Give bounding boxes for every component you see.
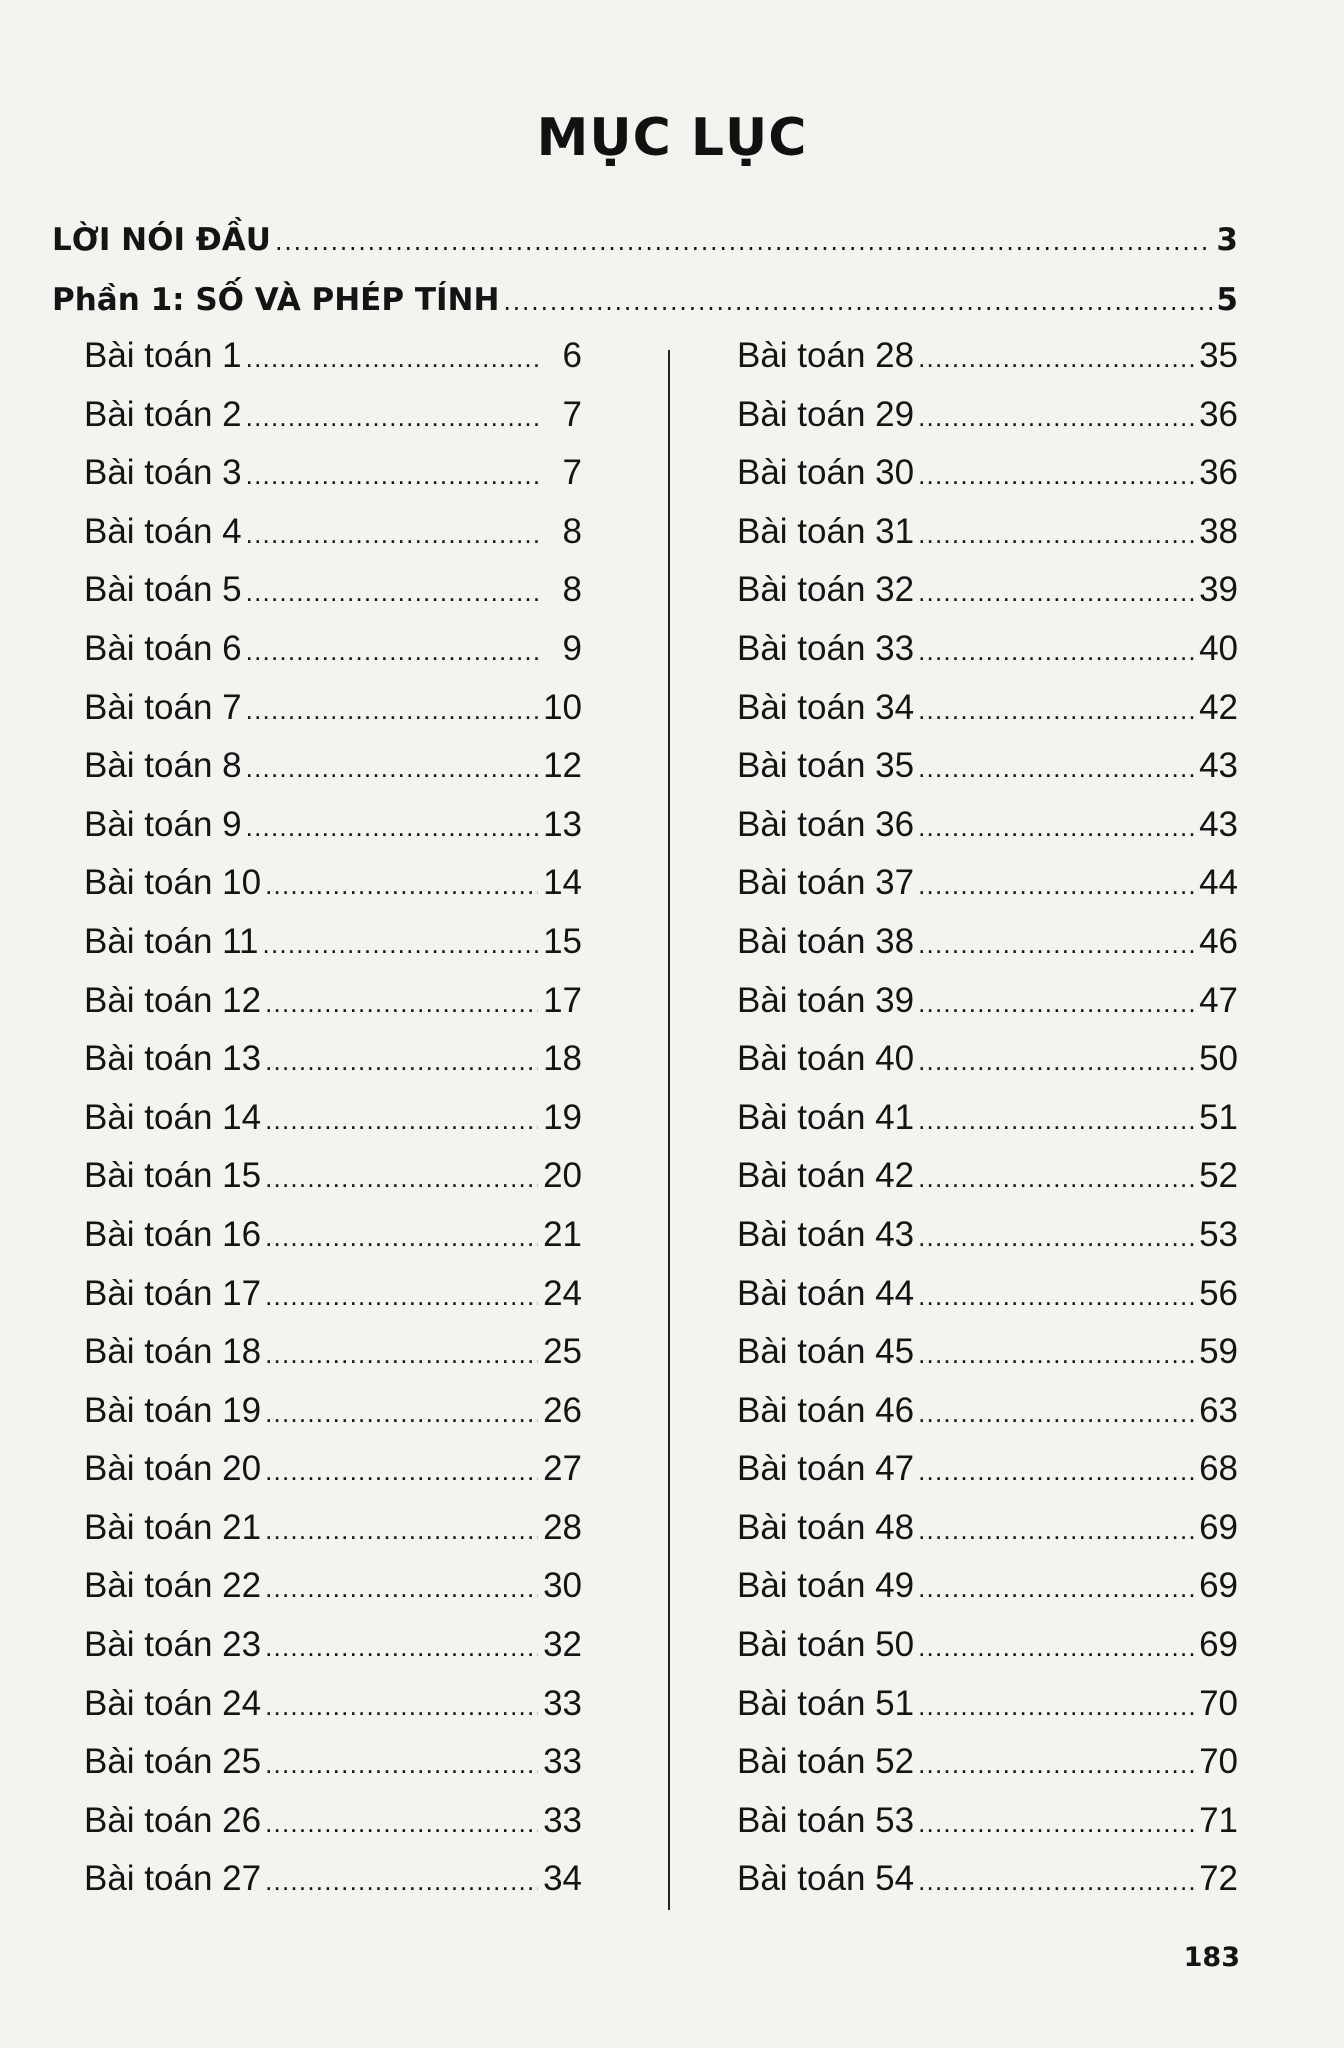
dot-leader: [918, 460, 1194, 491]
toc-entry: [52, 222, 1238, 282]
toc-entry-page: 21: [543, 1214, 582, 1254]
toc-entry-page: 12: [543, 746, 582, 786]
toc-entry-label: Bài toán 5: [84, 570, 242, 610]
toc-entry-page: 68: [1199, 1449, 1238, 1489]
toc-entry-label: Phần 1: SỐ VÀ PHÉP TÍNH: [52, 282, 500, 318]
toc-entry-label: Bài toán 2: [84, 394, 242, 434]
toc-entry: [737, 453, 1238, 512]
toc-entry-page: 14: [543, 863, 582, 903]
toc-entry: [737, 805, 1238, 864]
toc-entry-page: 69: [1199, 1566, 1238, 1606]
toc-entry-label: Bài toán 52: [737, 1742, 915, 1782]
dot-leader: [265, 1456, 538, 1487]
toc-entry-page: 9: [562, 628, 582, 668]
page-number: 183: [1183, 1942, 1240, 1973]
toc-entry-label: Bài toán 48: [737, 1507, 915, 1547]
toc-entry-page: 52: [1199, 1156, 1238, 1196]
toc-entry-label: Bài toán 35: [737, 746, 915, 786]
dot-leader: [918, 1691, 1194, 1722]
toc-entry: [84, 453, 582, 512]
dot-leader: [918, 870, 1194, 901]
toc-entry-page: 72: [1199, 1859, 1238, 1899]
toc-entry: [84, 1391, 582, 1450]
toc-entry-page: 53: [1199, 1214, 1238, 1254]
dot-leader: [918, 1456, 1194, 1487]
toc-entry-label: Bài toán 19: [84, 1390, 262, 1430]
toc-entry-page: 33: [543, 1800, 582, 1840]
toc-left-column: [84, 336, 582, 1918]
toc-entry-page: 59: [1199, 1332, 1238, 1372]
toc-entry-label: Bài toán 6: [84, 628, 242, 668]
toc-entry-label: Bài toán 25: [84, 1742, 262, 1782]
dot-leader: [918, 1281, 1194, 1312]
toc-entry: [84, 805, 582, 864]
toc-entry-page: 36: [1199, 394, 1238, 434]
toc-entry-label: Bài toán 10: [84, 863, 262, 903]
toc-entry: [84, 570, 582, 629]
toc-entry-label: Bài toán 8: [84, 746, 242, 786]
toc-entry: [737, 922, 1238, 981]
toc-entry: [737, 512, 1238, 571]
toc-entry-label: Bài toán 43: [737, 1214, 915, 1254]
toc-entry-page: 8: [562, 511, 582, 551]
dot-leader: [275, 228, 1212, 256]
toc-entry-page: 63: [1199, 1390, 1238, 1430]
toc-entry: [52, 282, 1238, 342]
toc-entry-page: 56: [1199, 1273, 1238, 1313]
dot-leader: [918, 988, 1194, 1019]
toc-entry: [84, 512, 582, 571]
toc-entry-label: Bài toán 40: [737, 1039, 915, 1079]
toc-entry-page: 43: [1199, 746, 1238, 786]
toc-entry: [84, 1566, 582, 1625]
toc-entry-page: 44: [1199, 863, 1238, 903]
toc-entry: [737, 1391, 1238, 1450]
dot-leader: [918, 1632, 1194, 1663]
dot-leader: [265, 1398, 538, 1429]
toc-entry: [737, 1625, 1238, 1684]
dot-leader: [918, 1105, 1194, 1136]
toc-entry-label: Bài toán 12: [84, 980, 262, 1020]
toc-entry-label: Bài toán 17: [84, 1273, 262, 1313]
toc-entry-page: 5: [1216, 282, 1238, 318]
toc-entry: [84, 746, 582, 805]
toc-entry-label: Bài toán 1: [84, 336, 242, 375]
toc-entry: [84, 395, 582, 454]
toc-entry: [84, 1098, 582, 1157]
dot-leader: [265, 1046, 538, 1077]
toc-entry: [737, 1742, 1238, 1801]
toc-entry: [737, 688, 1238, 747]
toc-entry-label: Bài toán 7: [84, 687, 242, 727]
toc-entry-page: 33: [543, 1683, 582, 1723]
dot-leader: [918, 1808, 1194, 1839]
dot-leader: [265, 1105, 538, 1136]
toc-entry: [84, 981, 582, 1040]
dot-leader: [918, 1163, 1194, 1194]
toc-entry-label: Bài toán 18: [84, 1332, 262, 1372]
dot-leader: [918, 1515, 1194, 1546]
dot-leader: [918, 577, 1194, 608]
toc-entry: [84, 629, 582, 688]
toc-entry: [737, 1508, 1238, 1567]
dot-leader: [918, 1749, 1194, 1780]
dot-leader: [265, 1222, 538, 1253]
toc-entry-label: Bài toán 9: [84, 804, 242, 844]
dot-leader: [918, 929, 1194, 960]
toc-entry-page: 71: [1199, 1800, 1238, 1840]
toc-entry-label: Bài toán 27: [84, 1859, 262, 1899]
toc-entry-label: Bài toán 50: [737, 1625, 915, 1665]
toc-entry: [84, 1625, 582, 1684]
toc-entry-page: 19: [543, 1097, 582, 1137]
toc-entry: [84, 1742, 582, 1801]
toc-entry-page: 24: [543, 1273, 582, 1313]
toc-entry-label: Bài toán 20: [84, 1449, 262, 1489]
toc-entry: [737, 395, 1238, 454]
toc-entry-page: 69: [1199, 1625, 1238, 1665]
toc-entry: [737, 570, 1238, 629]
toc-entry: [84, 1332, 582, 1391]
toc-entry-page: 17: [543, 980, 582, 1020]
toc-entry-label: Bài toán 14: [84, 1097, 262, 1137]
toc-entry-label: Bài toán 22: [84, 1566, 262, 1606]
toc-entry-page: 33: [543, 1742, 582, 1782]
dot-leader: [265, 1163, 538, 1194]
dot-leader: [246, 460, 538, 491]
dot-leader: [246, 577, 538, 608]
toc-entry-label: Bài toán 24: [84, 1683, 262, 1723]
toc-entry: [84, 336, 582, 395]
dot-leader: [265, 1573, 538, 1604]
dot-leader: [918, 1573, 1194, 1604]
toc-entry: [737, 1039, 1238, 1098]
toc-entry-page: 25: [543, 1332, 582, 1372]
dot-leader: [246, 519, 538, 550]
dot-leader: [263, 929, 539, 960]
toc-entry-label: Bài toán 37: [737, 863, 915, 903]
toc-entry-label: Bài toán 36: [737, 804, 915, 844]
toc-entry-page: 34: [543, 1859, 582, 1899]
toc-entry: [84, 922, 582, 981]
toc-entry: [737, 1566, 1238, 1625]
toc-entry-page: 42: [1199, 687, 1238, 727]
dot-leader: [265, 1632, 538, 1663]
dot-leader: [246, 402, 538, 433]
toc-entry-page: 40: [1199, 628, 1238, 668]
toc-entry-label: Bài toán 15: [84, 1156, 262, 1196]
toc-entry: [737, 1215, 1238, 1274]
toc-entry-page: 15: [543, 921, 582, 961]
toc-entry-page: 20: [543, 1156, 582, 1196]
toc-entry-label: Bài toán 51: [737, 1683, 915, 1723]
dot-leader: [265, 1749, 538, 1780]
toc-entry-label: Bài toán 31: [737, 511, 915, 551]
dot-leader: [918, 343, 1194, 374]
dot-leader: [918, 519, 1194, 550]
dot-leader: [918, 812, 1194, 843]
toc-entry-page: 10: [543, 687, 582, 727]
toc-entry: [737, 863, 1238, 922]
dot-leader: [918, 1046, 1194, 1077]
toc-entry-page: 30: [543, 1566, 582, 1606]
toc-entry-label: Bài toán 3: [84, 453, 242, 493]
toc-entry-page: 28: [543, 1507, 582, 1547]
toc-entry: [737, 1274, 1238, 1333]
dot-leader: [246, 695, 538, 726]
dot-leader: [503, 288, 1212, 316]
toc-entry: [737, 1098, 1238, 1157]
dot-leader: [265, 1808, 538, 1839]
toc-entry: [84, 1449, 582, 1508]
toc-entry: [84, 1508, 582, 1567]
toc-entry: [737, 1332, 1238, 1391]
toc-entry-label: Bài toán 21: [84, 1507, 262, 1547]
toc-entry-label: Bài toán 11: [84, 921, 259, 961]
toc-entry-page: 69: [1199, 1507, 1238, 1547]
toc-right-column: [737, 336, 1238, 1918]
toc-entry-label: Bài toán 44: [737, 1273, 915, 1313]
dot-leader: [265, 870, 538, 901]
toc-entry-page: 47: [1199, 980, 1238, 1020]
toc-entry: [737, 629, 1238, 688]
dot-leader: [265, 988, 538, 1019]
toc-entry-page: 35: [1199, 336, 1238, 375]
toc-entry: [737, 1684, 1238, 1743]
toc-entry-page: 43: [1199, 804, 1238, 844]
toc-entry-page: 6: [562, 336, 582, 375]
toc-entry-label: Bài toán 45: [737, 1332, 915, 1372]
dot-leader: [265, 1339, 538, 1370]
toc-entry-label: Bài toán 33: [737, 628, 915, 668]
toc-entry-label: Bài toán 23: [84, 1625, 262, 1665]
toc-entry-page: 70: [1199, 1683, 1238, 1723]
toc-entry-label: Bài toán 28: [737, 336, 915, 375]
toc-entry-label: LỜI NÓI ĐẦU: [52, 222, 271, 258]
dot-leader: [265, 1691, 538, 1722]
toc-entry-label: Bài toán 16: [84, 1214, 262, 1254]
toc-entry-label: Bài toán 41: [737, 1097, 915, 1137]
toc-entry: [84, 1156, 582, 1215]
dot-leader: [918, 1398, 1194, 1429]
dot-leader: [246, 812, 538, 843]
toc-entry-label: Bài toán 34: [737, 687, 915, 727]
column-divider: [668, 350, 670, 1910]
dot-leader: [265, 1515, 538, 1546]
toc-entry-label: Bài toán 47: [737, 1449, 915, 1489]
toc-entry: [737, 1801, 1238, 1860]
toc-entry: [84, 1859, 582, 1918]
toc-entry-label: Bài toán 53: [737, 1800, 915, 1840]
page-title: MỤC LỤC: [536, 108, 808, 168]
toc-entry-page: 39: [1199, 570, 1238, 610]
toc-entry-page: 27: [543, 1449, 582, 1489]
toc-entry: [737, 1449, 1238, 1508]
toc-entry-label: Bài toán 38: [737, 921, 915, 961]
toc-entry: [84, 1274, 582, 1333]
toc-entry: [84, 1039, 582, 1098]
toc-entry: [737, 981, 1238, 1040]
toc-entry: [737, 336, 1238, 395]
toc-entry-label: Bài toán 4: [84, 511, 242, 551]
dot-leader: [246, 636, 538, 667]
toc-entry: [84, 1801, 582, 1860]
toc-entry-page: 18: [543, 1039, 582, 1079]
toc-entry-page: 36: [1199, 453, 1238, 493]
toc-entry-page: 8: [562, 570, 582, 610]
dot-leader: [918, 1339, 1194, 1370]
toc-entry-page: 51: [1199, 1097, 1238, 1137]
toc-entry-label: Bài toán 46: [737, 1390, 915, 1430]
toc-entry: [737, 746, 1238, 805]
toc-entry-label: Bài toán 30: [737, 453, 915, 493]
toc-entry-label: Bài toán 26: [84, 1800, 262, 1840]
toc-entry-label: Bài toán 49: [737, 1566, 915, 1606]
toc-entry-label: Bài toán 29: [737, 394, 915, 434]
toc-entry-label: Bài toán 39: [737, 980, 915, 1020]
toc-entry: [737, 1859, 1238, 1918]
toc-entry: [737, 1156, 1238, 1215]
toc-entry: [84, 1684, 582, 1743]
toc-intro-section: [52, 222, 1238, 342]
dot-leader: [246, 753, 538, 784]
toc-entry-page: 26: [543, 1390, 582, 1430]
toc-entry-page: 50: [1199, 1039, 1238, 1079]
dot-leader: [918, 402, 1194, 433]
toc-entry-page: 70: [1199, 1742, 1238, 1782]
toc-entry-label: Bài toán 32: [737, 570, 915, 610]
toc-entry: [84, 863, 582, 922]
toc-entry-page: 32: [543, 1625, 582, 1665]
toc-entry-label: Bài toán 42: [737, 1156, 915, 1196]
dot-leader: [918, 1222, 1194, 1253]
toc-entry: [84, 688, 582, 747]
dot-leader: [918, 636, 1194, 667]
dot-leader: [918, 1866, 1194, 1897]
dot-leader: [918, 753, 1194, 784]
dot-leader: [918, 695, 1194, 726]
toc-entry-label: Bài toán 54: [737, 1859, 915, 1899]
dot-leader: [246, 343, 538, 374]
toc-entry-page: 7: [562, 394, 582, 434]
toc-entry-page: 7: [562, 453, 582, 493]
toc-entry-label: Bài toán 13: [84, 1039, 262, 1079]
dot-leader: [265, 1866, 538, 1897]
dot-leader: [265, 1281, 538, 1312]
toc-entry-page: 13: [543, 804, 582, 844]
toc-entry-page: 46: [1199, 921, 1238, 961]
toc-entry-page: 3: [1216, 222, 1238, 258]
toc-entry-page: 38: [1199, 511, 1238, 551]
toc-entry: [84, 1215, 582, 1274]
